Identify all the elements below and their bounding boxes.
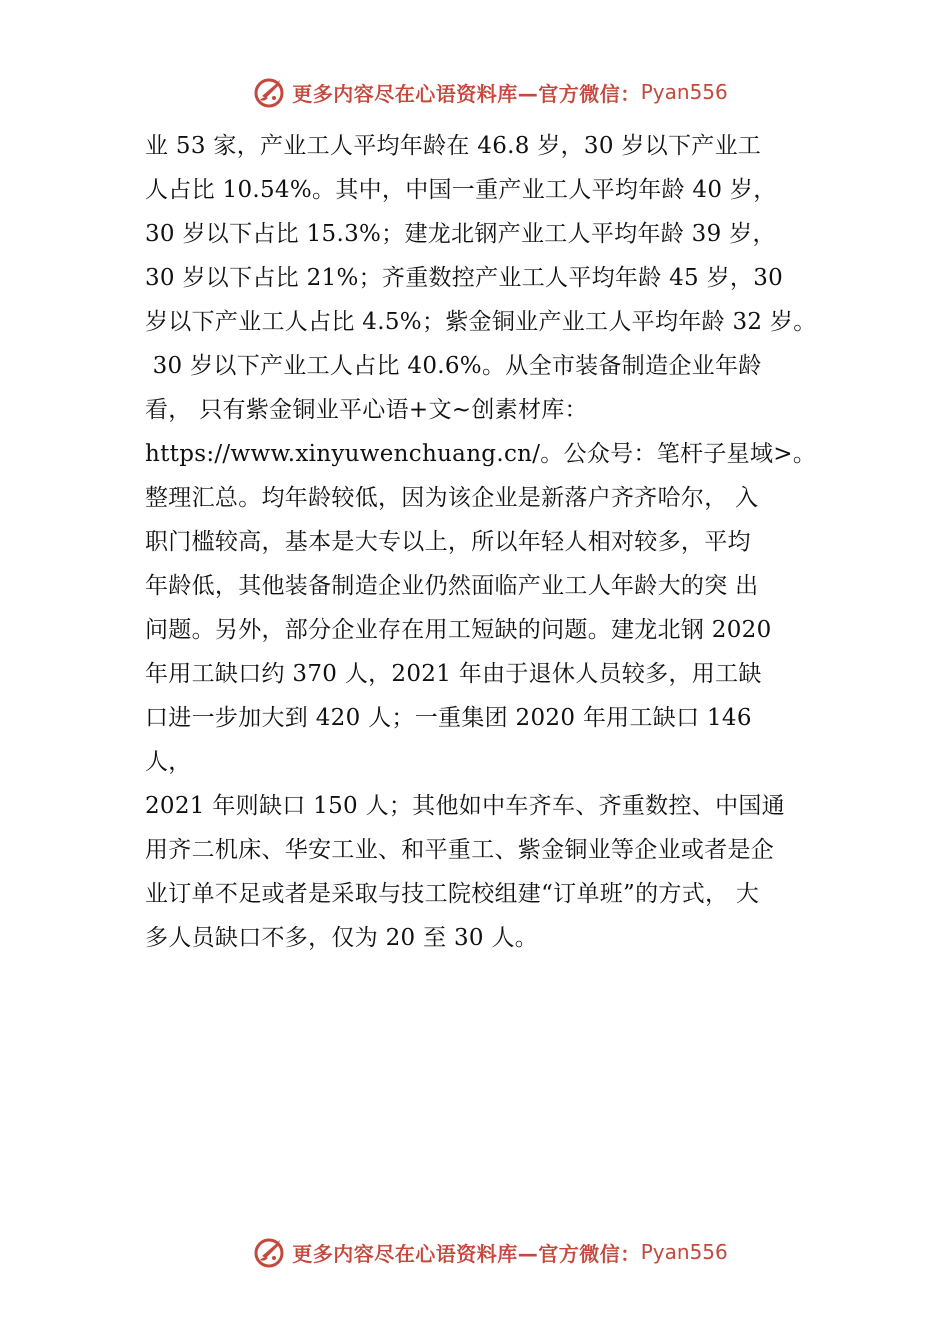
body-line: 30 岁以下占比 21%；齐重数控产业工人平均年龄 45 岁，30 (145, 265, 784, 291)
body-line: 看， 只有紫金铜业平心语+文~创素材库： (145, 397, 588, 423)
footer-wechat-id: Pyan556 (640, 1240, 728, 1264)
body-line: 岁以下产业工人占比 4.5%；紫金铜业产业工人平均年龄 32 岁。 (145, 309, 817, 335)
body-line: 人， (145, 749, 192, 775)
body-line: 业订单不足或者是采取与技工院校组建“订单班”的方式， 大 (145, 881, 760, 907)
header-banner (0, 72, 950, 112)
body-line: 人占比 10.54%。其中，中国一重产业工人平均年龄 40 岁， (145, 177, 777, 203)
footer-banner-content (252, 1234, 728, 1270)
body-line: 业 53 家，产业工人平均年龄在 46.8 岁，30 岁以下产业工 (145, 133, 762, 159)
header-wechat-id: Pyan556 (640, 80, 728, 104)
brush-logo-icon (252, 74, 288, 110)
body-line: 年龄低，其他装备制造企业仍然面临产业工人年龄大的突 出 (145, 573, 759, 599)
body-line-url: https://www.xinyuwenchuang.cn/。公众号：笔杆子星域>。 (145, 441, 817, 467)
body-line: 整理汇总。均年龄较低，因为该企业是新落户齐齐哈尔， 入 (145, 485, 759, 511)
body-line: 30 岁以下占比 15.3%；建龙北钢产业工人平均年龄 39 岁， (145, 221, 776, 247)
body-line: 问题。另外，部分企业存在用工短缺的问题。建龙北钢 2020 (145, 617, 772, 643)
header-banner-content (252, 74, 728, 110)
brush-logo-icon (252, 1234, 288, 1270)
document-body (145, 124, 845, 960)
footer-banner (0, 1232, 950, 1272)
body-line: 年用工缺口约 370 人，2021 年由于退休人员较多，用工缺 (145, 661, 762, 687)
body-line: 30 岁以下产业工人占比 40.6%。从全市装备制造企业年龄 (145, 353, 762, 379)
body-line: 口进一步加大到 420 人；一重集团 2020 年用工缺口 146 (145, 705, 752, 731)
header-banner-text: 更多内容尽在心语资料库—官方微信： (292, 81, 641, 106)
footer-banner-text: 更多内容尽在心语资料库—官方微信： (292, 1241, 641, 1266)
body-line: 2021 年则缺口 150 人；其他如中车齐车、齐重数控、中国通 (145, 793, 785, 819)
body-line: 职门槛较高，基本是大专以上，所以年轻人相对较多，平均 (145, 529, 751, 555)
body-line: 用齐二机床、华安工业、和平重工、紫金铜业等企业或者是企 (145, 837, 775, 863)
body-line: 多人员缺口不多，仅为 20 至 30 人。 (145, 925, 539, 951)
